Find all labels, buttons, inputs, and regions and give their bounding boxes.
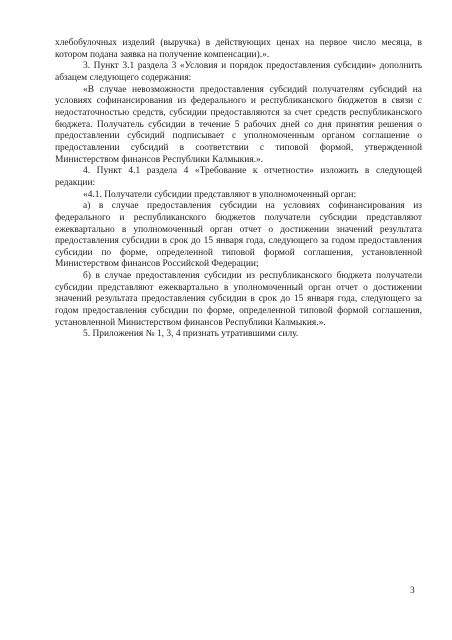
paragraph-subitem-a: а) в случае предоставления субсидии на условиях софинансирования из федерального и республиканского бюджетов получатели субсидии представляют ежеквартально в уполномоченный орган отчет о достижении значений результата предоставления субсидии в срок до 15 января года, следующего за годом предоставления субсидии по форме, определенной типовой формой соглашения, установленной Министерством финансов Российской Федерации;	[55, 201, 422, 270]
paragraph-continuation: хлебобулочных изделий (выручка) в действующих ценах на первое число месяца, в котором подана заявка на получение компенсации).».	[55, 38, 422, 60]
paragraph-item-5: 5. Приложения № 1, 3, 4 признать утратившими силу.	[83, 329, 299, 340]
document-body	[55, 38, 422, 341]
paragraph-item-4-1: «4.1. Получатели субсидии представляют в уполномоченный орган:	[83, 189, 357, 200]
paragraph-subitem-b: б) в случае предоставления субсидии из республиканского бюджета получатели субсидии представляют ежеквартально в уполномоченный орган отчет о достижении значений результата предоставления субсидии в срок до 15 января года, следующего за годом предоставления субсидии по форме, определенной типовой формой соглашения, установленной Министерством финансов Республики Калмыкия.».	[55, 271, 422, 328]
paragraph-item-4: 4. Пункт 4.1 раздела 4 «Требование к отчетности» изложить в следующей редакции:	[55, 166, 422, 188]
paragraph-item-3-quote: «В случае невозможности предоставления субсидий получателям субсидий на условиях софинансирования из федерального и республиканского бюджетов в связи с недостаточностью средств, субсидии предоставляются за счет средств республиканского бюджета. Получатель субсидии в течение 5 рабочих дней со дня принятия решения о предоставлении субсидий подписывает с уполномоченным органом соглашение о предоставлении субсидий в соответствии с типовой формой, утвержденной Министерством финансов Республики Калмыкия.».	[55, 84, 422, 165]
paragraph-item-3: 3. Пункт 3.1 раздела 3 «Условия и порядок предоставления субсидии» дополнить абзацем следующего содержания:	[55, 61, 422, 83]
page-number: 3	[410, 586, 415, 596]
